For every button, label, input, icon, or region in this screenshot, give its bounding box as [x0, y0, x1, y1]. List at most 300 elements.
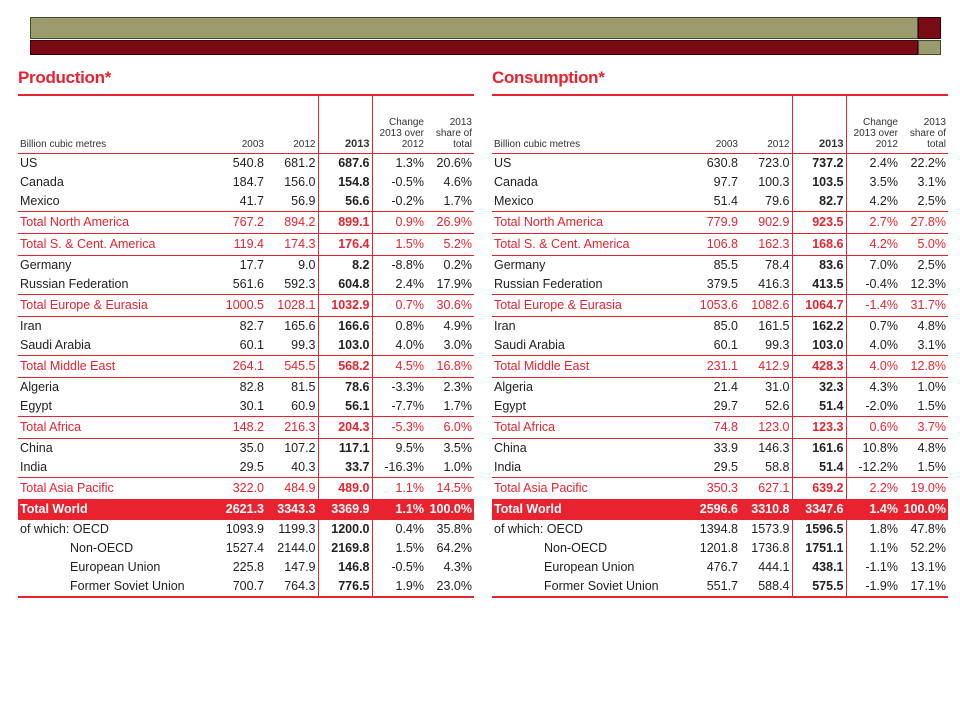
change-header-line2: 2013 over — [853, 127, 898, 139]
share-value: 47.8% — [910, 521, 946, 536]
value-2012: 681.2 — [284, 155, 316, 170]
value-2003: 85.0 — [713, 318, 738, 333]
value-2013: 1200.0 — [318, 520, 372, 539]
value-2003: 1527.4 — [225, 540, 264, 555]
value-2012: 99.3 — [765, 337, 790, 352]
change-value: 1.1% — [869, 540, 898, 555]
value-2003: 700.7 — [204, 577, 266, 597]
share-value: 3.1% — [917, 174, 946, 189]
row-label: India — [494, 459, 522, 474]
value-2003: 630.8 — [706, 155, 738, 170]
value-2013: 604.8 — [318, 275, 372, 295]
row-label: Total S. & Cent. America — [18, 233, 204, 255]
value-2012: 52.6 — [765, 398, 790, 413]
table-row — [492, 275, 948, 295]
total-row — [492, 477, 948, 499]
total-row — [18, 233, 474, 255]
value-2003: 225.8 — [232, 559, 264, 574]
value-2003: 551.7 — [672, 577, 740, 597]
row-label: India — [20, 459, 48, 474]
production-title: Production* — [18, 68, 112, 87]
share-value: 2.5% — [917, 257, 946, 272]
value-2012: 1736.8 — [751, 540, 790, 555]
change-value: 1.5% — [372, 233, 426, 255]
change-value: 1.1% — [372, 499, 426, 520]
total-row — [18, 416, 474, 438]
row-label: of which: OECD — [20, 521, 109, 536]
table-row — [18, 153, 474, 173]
value-2013: 1064.7 — [792, 294, 846, 316]
share-value: 1.0% — [443, 459, 472, 474]
value-2003: 1394.8 — [699, 521, 738, 536]
grand-total-row — [18, 499, 474, 520]
value-2003: 322.0 — [204, 477, 266, 499]
share-value: 4.8% — [917, 440, 946, 455]
value-2013: 8.2 — [318, 255, 372, 275]
consumption-header-row — [492, 95, 948, 153]
share-value: 3.7% — [900, 416, 948, 438]
total-row — [492, 233, 948, 255]
value-2012: 2144.0 — [277, 540, 316, 555]
value-2013: 51.4 — [792, 397, 846, 417]
row-label: Canada — [494, 174, 538, 189]
value-2013: 737.2 — [792, 153, 846, 173]
total-row — [18, 211, 474, 233]
change-value: 4.0% — [395, 337, 424, 352]
value-2003: 184.7 — [232, 174, 264, 189]
share-value: 20.6% — [436, 155, 472, 170]
value-2012: 56.9 — [291, 193, 316, 208]
value-2013: 103.0 — [318, 336, 372, 356]
change-value: 3.5% — [869, 174, 898, 189]
value-2012: 592.3 — [284, 276, 316, 291]
change-value: 4.0% — [869, 337, 898, 352]
change-value: -8.8% — [391, 257, 424, 272]
value-2003: 30.1 — [239, 398, 264, 413]
table-row — [18, 438, 474, 458]
value-2012: 416.3 — [758, 276, 790, 291]
value-2013: 123.3 — [792, 416, 846, 438]
change-value: 2.4% — [395, 276, 424, 291]
value-2013: 575.5 — [792, 577, 846, 597]
share-value: 1.5% — [917, 459, 946, 474]
value-2013: 103.5 — [792, 173, 846, 192]
total-row — [18, 294, 474, 316]
value-2012: 162.3 — [740, 233, 792, 255]
production-panel — [18, 68, 474, 598]
table-row — [492, 173, 948, 192]
change-value: -3.3% — [391, 379, 424, 394]
share-value: 23.0% — [426, 577, 474, 597]
share-value: 1.5% — [917, 398, 946, 413]
value-2013: 33.7 — [318, 458, 372, 478]
row-label: European Union — [70, 559, 161, 574]
value-2013: 2169.8 — [318, 539, 372, 558]
share-value: 100.0% — [900, 499, 948, 520]
change-header-line2: 2013 over — [379, 127, 424, 139]
value-2012: 40.3 — [291, 459, 316, 474]
change-value: -12.2% — [858, 459, 898, 474]
value-2012: 1082.6 — [740, 294, 792, 316]
value-2013: 82.7 — [792, 192, 846, 212]
share-value: 27.8% — [900, 211, 948, 233]
change-value: -2.0% — [865, 398, 898, 413]
share-value: 2.3% — [443, 379, 472, 394]
production-body — [18, 153, 474, 597]
share-value: 19.0% — [900, 477, 948, 499]
share-value: 14.5% — [426, 477, 474, 499]
change-value: 7.0% — [869, 257, 898, 272]
change-value: 1.3% — [395, 155, 424, 170]
value-2012: 123.0 — [740, 416, 792, 438]
change-header-line1: Change — [862, 116, 898, 128]
row-label: Total S. & Cent. America — [492, 233, 672, 255]
value-2012: 174.3 — [266, 233, 318, 255]
share-value: 12.8% — [900, 355, 948, 377]
table-row — [492, 577, 948, 597]
value-2013: 776.5 — [318, 577, 372, 597]
value-2012: 412.9 — [740, 355, 792, 377]
value-2003: 2621.3 — [204, 499, 266, 520]
table-row — [18, 397, 474, 417]
change-value: 0.9% — [372, 211, 426, 233]
value-2012: 216.3 — [266, 416, 318, 438]
row-label: Germany — [20, 257, 72, 272]
value-2003: 33.9 — [713, 440, 738, 455]
row-label: Total Asia Pacific — [492, 477, 672, 499]
total-row — [18, 355, 474, 377]
consumption-body — [492, 153, 948, 597]
table-row — [492, 539, 948, 558]
value-2012: 107.2 — [284, 440, 316, 455]
table-row — [18, 520, 474, 539]
value-2012: 3343.3 — [266, 499, 318, 520]
row-label: Total North America — [18, 211, 204, 233]
table-row — [18, 316, 474, 336]
row-label: Total Europe & Eurasia — [492, 294, 672, 316]
share-value: 31.7% — [900, 294, 948, 316]
value-2003: 97.7 — [713, 174, 738, 189]
change-header — [372, 95, 426, 153]
value-2013: 117.1 — [318, 438, 372, 458]
consumption-panel — [492, 68, 948, 598]
share-value: 0.2% — [443, 257, 472, 272]
value-2003: 82.8 — [239, 379, 264, 394]
change-value: -1.4% — [846, 294, 900, 316]
value-2003: 1000.5 — [204, 294, 266, 316]
value-2012: 484.9 — [266, 477, 318, 499]
value-2013: 32.3 — [792, 377, 846, 397]
change-value: 1.8% — [869, 521, 898, 536]
year-2013-header: 2013 — [792, 95, 846, 153]
change-header-line1: Change — [388, 116, 424, 128]
value-2003: 561.6 — [232, 276, 264, 291]
change-value: 1.9% — [372, 577, 426, 597]
share-header — [900, 95, 948, 153]
change-value: -0.4% — [865, 276, 898, 291]
share-value: 17.9% — [436, 276, 472, 291]
value-2012: 545.5 — [266, 355, 318, 377]
table-row — [492, 458, 948, 478]
total-row — [492, 211, 948, 233]
table-row — [18, 577, 474, 597]
value-2003: 82.7 — [239, 318, 264, 333]
row-label: Algeria — [20, 379, 59, 394]
value-2012: 764.3 — [266, 577, 318, 597]
value-2013: 176.4 — [318, 233, 372, 255]
value-2013: 1596.5 — [792, 520, 846, 539]
change-value: 10.8% — [862, 440, 898, 455]
value-2012: 1028.1 — [266, 294, 318, 316]
value-2013: 428.3 — [792, 355, 846, 377]
change-value: 4.3% — [869, 379, 898, 394]
value-2013: 1751.1 — [792, 539, 846, 558]
table-row — [492, 558, 948, 577]
row-label: Egypt — [20, 398, 52, 413]
share-value: 17.1% — [900, 577, 948, 597]
change-value: 4.2% — [869, 193, 898, 208]
share-header — [426, 95, 474, 153]
value-2003: 540.8 — [232, 155, 264, 170]
unit-header: Billion cubic metres — [20, 138, 107, 150]
change-value: 4.2% — [846, 233, 900, 255]
value-2013: 56.6 — [318, 192, 372, 212]
row-label: US — [494, 155, 512, 170]
value-2003: 29.7 — [713, 398, 738, 413]
value-2003: 29.5 — [713, 459, 738, 474]
value-2012: 1573.9 — [751, 521, 790, 536]
share-value: 26.9% — [426, 211, 474, 233]
consumption-table — [492, 94, 948, 598]
row-label: Russian Federation — [494, 276, 603, 291]
value-2012: 627.1 — [740, 477, 792, 499]
table-row — [18, 336, 474, 356]
change-value: -0.2% — [391, 193, 424, 208]
value-2013: 1032.9 — [318, 294, 372, 316]
value-2012: 156.0 — [284, 174, 316, 189]
table-row — [18, 539, 474, 558]
value-2003: 119.4 — [204, 233, 266, 255]
value-2012: 100.3 — [758, 174, 790, 189]
value-2003: 379.5 — [706, 276, 738, 291]
header-bar-red — [30, 40, 918, 55]
value-2003: 60.1 — [713, 337, 738, 352]
change-value: -0.5% — [391, 559, 424, 574]
year-2003-header: 2003 — [241, 138, 264, 150]
share-value: 1.7% — [443, 398, 472, 413]
share-value: 64.2% — [436, 540, 472, 555]
change-value: -0.5% — [391, 174, 424, 189]
change-value: 2.4% — [869, 155, 898, 170]
table-row — [18, 255, 474, 275]
value-2003: 1053.6 — [672, 294, 740, 316]
value-2003: 350.3 — [672, 477, 740, 499]
row-label: Germany — [494, 257, 546, 272]
value-2012: 147.9 — [284, 559, 316, 574]
row-label: China — [20, 440, 53, 455]
value-2012: 79.6 — [765, 193, 790, 208]
value-2013: 162.2 — [792, 316, 846, 336]
share-header-line2: share of — [435, 127, 472, 139]
share-value: 1.0% — [917, 379, 946, 394]
row-label: Saudi Arabia — [494, 337, 565, 352]
value-2003: 29.5 — [239, 459, 264, 474]
share-value: 100.0% — [426, 499, 474, 520]
corner-square-olive — [918, 40, 941, 55]
table-row — [18, 275, 474, 295]
share-value: 3.5% — [443, 440, 472, 455]
change-header — [846, 95, 900, 153]
row-label: Egypt — [494, 398, 526, 413]
value-2003: 41.7 — [239, 193, 264, 208]
change-value: -1.9% — [846, 577, 900, 597]
change-value: 0.7% — [869, 318, 898, 333]
share-value: 4.9% — [443, 318, 472, 333]
share-value: 3.0% — [443, 337, 472, 352]
value-2012: 444.1 — [758, 559, 790, 574]
share-header-line2: share of — [909, 127, 946, 139]
value-2013: 899.1 — [318, 211, 372, 233]
unit-header: Billion cubic metres — [494, 138, 581, 150]
value-2012: 81.5 — [291, 379, 316, 394]
value-2013: 568.2 — [318, 355, 372, 377]
production-header-row — [18, 95, 474, 153]
table-row — [492, 520, 948, 539]
year-2012-header: 2012 — [767, 138, 790, 150]
value-2003: 35.0 — [239, 440, 264, 455]
value-2012: 99.3 — [291, 337, 316, 352]
value-2013: 923.5 — [792, 211, 846, 233]
value-2003: 51.4 — [713, 193, 738, 208]
row-label: Total World — [18, 499, 204, 520]
change-value: 9.5% — [395, 440, 424, 455]
change-value: -16.3% — [384, 459, 424, 474]
row-label: Algeria — [494, 379, 533, 394]
value-2013: 166.6 — [318, 316, 372, 336]
value-2013: 51.4 — [792, 458, 846, 478]
value-2003: 476.7 — [706, 559, 738, 574]
value-2013: 413.5 — [792, 275, 846, 295]
change-value: -7.7% — [391, 398, 424, 413]
table-row — [492, 377, 948, 397]
row-label: Iran — [20, 318, 42, 333]
value-2013: 146.8 — [318, 558, 372, 577]
value-2003: 17.7 — [239, 257, 264, 272]
value-2012: 146.3 — [758, 440, 790, 455]
change-value: 1.4% — [846, 499, 900, 520]
row-label: China — [494, 440, 527, 455]
change-value: 1.5% — [395, 540, 424, 555]
value-2013: 83.6 — [792, 255, 846, 275]
table-row — [18, 377, 474, 397]
value-2012: 78.4 — [765, 257, 790, 272]
total-row — [492, 355, 948, 377]
value-2003: 2596.6 — [672, 499, 740, 520]
value-2012: 1199.3 — [278, 521, 316, 536]
change-value: 4.0% — [846, 355, 900, 377]
table-row — [492, 438, 948, 458]
row-label: Total Asia Pacific — [18, 477, 204, 499]
row-label: US — [20, 155, 38, 170]
value-2012: 165.6 — [284, 318, 316, 333]
share-value: 12.3% — [910, 276, 946, 291]
value-2012: 3310.8 — [740, 499, 792, 520]
header-bar-olive — [30, 17, 918, 39]
share-header-line3: total — [927, 138, 946, 150]
table-row — [18, 458, 474, 478]
table-row — [18, 173, 474, 192]
row-label: Former Soviet Union — [18, 577, 204, 597]
row-label: Total Middle East — [18, 355, 204, 377]
share-value: 13.1% — [910, 559, 946, 574]
year-2013-header: 2013 — [318, 95, 372, 153]
change-value: -5.3% — [372, 416, 426, 438]
row-label: Russian Federation — [20, 276, 129, 291]
row-label: Iran — [494, 318, 516, 333]
value-2013: 78.6 — [318, 377, 372, 397]
value-2003: 231.1 — [672, 355, 740, 377]
change-header-line3: 2012 — [401, 138, 424, 150]
table-row — [492, 153, 948, 173]
value-2003: 767.2 — [204, 211, 266, 233]
row-label: Canada — [20, 174, 64, 189]
share-value: 35.8% — [436, 521, 472, 536]
value-2003: 60.1 — [239, 337, 264, 352]
table-row — [492, 192, 948, 212]
production-table — [18, 94, 474, 598]
value-2012: 161.5 — [758, 318, 790, 333]
change-value: 0.8% — [395, 318, 424, 333]
row-label: Non-OECD — [70, 540, 134, 555]
row-label: Total World — [492, 499, 672, 520]
total-row — [18, 477, 474, 499]
share-value: 52.2% — [910, 540, 946, 555]
grand-total-row — [492, 499, 948, 520]
share-value: 1.7% — [443, 193, 472, 208]
value-2013: 3369.9 — [318, 499, 372, 520]
total-row — [492, 294, 948, 316]
share-value: 2.5% — [917, 193, 946, 208]
share-value: 5.0% — [900, 233, 948, 255]
change-value: 1.1% — [372, 477, 426, 499]
value-2012: 902.9 — [740, 211, 792, 233]
change-value: 2.2% — [846, 477, 900, 499]
value-2013: 56.1 — [318, 397, 372, 417]
change-value: 2.7% — [846, 211, 900, 233]
share-value: 6.0% — [426, 416, 474, 438]
change-value: -1.1% — [865, 559, 898, 574]
row-label: Non-OECD — [544, 540, 608, 555]
change-value: 0.7% — [372, 294, 426, 316]
row-label: Total North America — [492, 211, 672, 233]
row-label: Total Africa — [492, 416, 672, 438]
value-2013: 639.2 — [792, 477, 846, 499]
value-2003: 21.4 — [713, 379, 738, 394]
share-value: 5.2% — [426, 233, 474, 255]
change-value: 0.6% — [846, 416, 900, 438]
share-header-line1: 2013 — [923, 116, 946, 128]
value-2013: 3347.6 — [792, 499, 846, 520]
value-2013: 154.8 — [318, 173, 372, 192]
table-row — [492, 336, 948, 356]
share-value: 4.3% — [443, 559, 472, 574]
value-2013: 489.0 — [318, 477, 372, 499]
change-header-line3: 2012 — [875, 138, 898, 150]
share-header-line1: 2013 — [449, 116, 472, 128]
row-label: Former Soviet Union — [492, 577, 672, 597]
share-value: 22.2% — [910, 155, 946, 170]
value-2012: 58.8 — [765, 459, 790, 474]
